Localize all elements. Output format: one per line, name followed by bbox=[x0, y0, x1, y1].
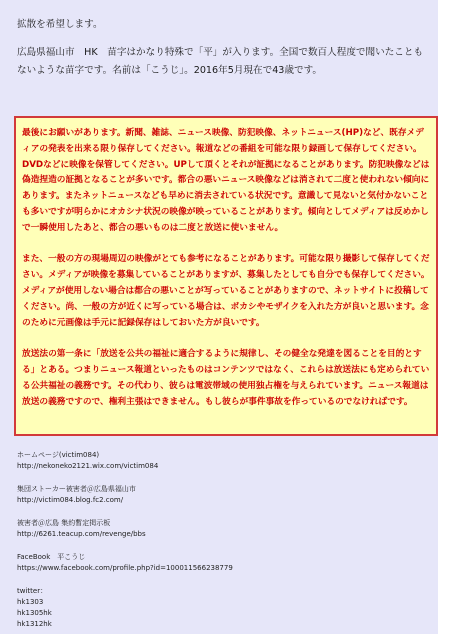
facebook-label: FaceBook 平こうじ bbox=[17, 553, 86, 561]
homepage-link[interactable]: http://nekoneko2121.wix.com/victim084 bbox=[17, 462, 159, 470]
stalker-blog-link[interactable]: http://victim084.blog.fc2.com/ bbox=[17, 496, 124, 504]
twitter-label: twitter： bbox=[17, 587, 48, 595]
facebook-link[interactable]: https://www.facebook.com/profile.php?id=100011566238779 bbox=[17, 564, 233, 572]
board-block bbox=[17, 518, 233, 540]
notice-box bbox=[14, 116, 438, 436]
notice-paragraph-3: 放送法の第一条に「放送を公共の福祉に適合するように規律し、その健全な発達を図ることを目的とする」とある。つまりニュース報道といったものはコンテンツではなく、これらは放送法にも定められている公共福祉の義務です。その代わり、彼らは電波帯域の使用独占権を与えられています。ニュース報道は放送の義務ですので、権利主張はできません。もし彼らが事件事故を作っているのでなければです。 bbox=[22, 349, 430, 407]
twitter-id[interactable]: hk1305hk bbox=[17, 609, 52, 617]
stalker-blog-label: 集団ストーカー被害者＠広島県福山市 bbox=[17, 485, 136, 493]
board-label: 被害者＠広島 集約暫定掲示板 bbox=[17, 519, 111, 527]
notice-paragraph-1: 最後にお願いがあります。新聞、雑誌、ニュース映像、防犯映像、ネットニュース(HP)など、既存メディアの発表を出来る限り保存してください。報道などの番組を可能な限り録画して保存してください。DVDなどに映像を保管してください。UPして頂くとそれが証拠になることがあります。防犯映像などは偽造捏造の証拠となることが多いです。都合の悪いニュース映像などは消されて二度と使われない傾向にあります。またネットニュースなども早めに消去されている状況です。意識して見ないと気付かないことも多いですが明らかにオカシナ状況の映像が映っていることがあります。傾向としてメディアは反めかしで一瞬使用したあと、都合の悪いものは二度と放送に使いません。 bbox=[22, 128, 430, 233]
intro-section bbox=[17, 0, 426, 80]
notice-paragraph-2: また、一般の方の現場周辺の映像がとても参考になることがあります。可能な限り撮影して保存してください。メディアが映像を募集していることがありますが、募集したとしても自分でも保存してください。メディアが使用しない場合は都合の悪いことが写っていることがありますので、ネットサイトに投稿してください。尚、一般の方が近くに写っている場合は、ボカシやモザイクを入れた方が良いと思います。念のために元画像は手元に記録保存はしておいた方が良いです。 bbox=[22, 254, 430, 328]
twitter-id[interactable]: hk1303 bbox=[17, 598, 44, 606]
board-link[interactable]: http://6261.teacup.com/revenge/bbs bbox=[17, 530, 146, 538]
intro-line: 拡散を希望します。 bbox=[17, 19, 103, 30]
intro-paragraph: 広島県福山市 HK 苗字はかなり特殊で「平」が入ります。全国で数百人程度で聞いたこともないような苗字です。名前は「こうじ」。2016年5月現在で43歳です。 bbox=[17, 47, 424, 76]
homepage-label: ホームページ(victim084) bbox=[17, 451, 100, 459]
homepage-block bbox=[17, 450, 233, 472]
twitter-id[interactable]: hk1312hk bbox=[17, 620, 52, 628]
contacts-section bbox=[17, 450, 233, 642]
facebook-block bbox=[17, 552, 233, 574]
stalker-blog-block bbox=[17, 484, 233, 506]
twitter-block bbox=[17, 586, 233, 630]
